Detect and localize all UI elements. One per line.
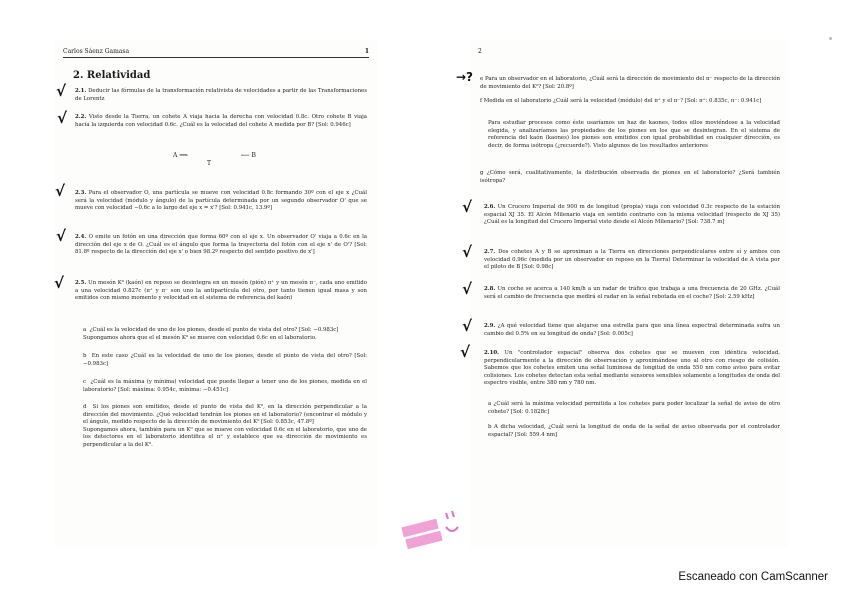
subitem-g: g ¿Cómo será, cualitativamente, la distribución observada de piones en el laboratorio? ¿Será también isótropa? bbox=[480, 170, 780, 184]
problem-2-7: 2.7. Dos cohetes A y B se aproximan a la Tierra en direcciones perpendiculares entre sí y ambos con velocidad 0.96c (medida por un observador en reposo en la Tierra) Determinar la velocidad de A vista por el piloto de B [Sol: 0.98c] bbox=[484, 249, 780, 271]
scan-dot bbox=[829, 37, 832, 40]
page-number: 2 bbox=[478, 48, 482, 55]
left-page bbox=[55, 40, 377, 548]
check-mark-icon: √ bbox=[462, 198, 473, 216]
problem-2-9: 2.9. ¿A qué velocidad tiene que alejarse una estrella para que una línea espectral determinada sufra un cambio del 0.5% en su longitud de onda? [Sol: 0.005c] bbox=[484, 323, 780, 337]
page-number: 1 bbox=[364, 48, 369, 55]
problem-2-6: 2.6. Un Crucero Imperial de 900 m de longitud (propia) viaja con velocidad 0.3c respecto de la estación espacial XJ 35. El Alcón Milenario viaja en sentido contrario con la misma velocidad (respecto de XJ 35) ¿Cuál es la longitud del Crucero Imperial visto desde el Alcón Milenario? [Sol: 738.7 m] bbox=[484, 204, 780, 226]
problem-2-1: 2.1. Deducir las fórmulas de la transformación relativista de velocidades a partir de las Transformaciones de Lorentz bbox=[75, 88, 368, 102]
rocket-diagram-a: A ⟹ bbox=[173, 152, 188, 159]
highlighter-mark-icon bbox=[400, 505, 464, 555]
check-mark-icon: √ bbox=[55, 182, 66, 200]
check-mark-icon: √ bbox=[462, 243, 473, 261]
problem-2-4: 2.4. O emite un fotón en una dirección que forma 60º con el eje x. Un observador O' viaja a 0.6c en la dirección del eje x de O. ¿Cuál es el ángulo que forma la trayectoria del fotón con el eje x' de O'? [Sol: 81.8º respecto de la dirección del eje x' o bien 98.2º respecto del sentido positivo de x'] bbox=[75, 234, 368, 256]
author-name: Carlos Sáenz Gamasa bbox=[63, 48, 130, 55]
check-mark-icon: √ bbox=[57, 109, 68, 127]
subitem-e: e Para un observador en el laboratorio, ¿Cuál será la dirección de movimiento del π⁻ respecto de la dirección de movimiento del K⁰? [Sol: 20.8º] bbox=[480, 76, 780, 90]
subitem-d: d Si los piones son emitidos, desde el punto de vista del K⁰, en la dirección perpendicular a la dirección del movimiento. ¿Qué velocidad tendrán los piones en el laboratorio? (encontrar el módulo y el ángulo, medido respecto de la dirección de movimiento del K⁰ [Sol: 0.853c, 47.8º] Supongamos ahora, también para un K⁰ que se mueve con velocidad 0.6c en el laboratorio, que uno de los detectores en el laboratorio identifica el π⁺ y establece que su dirección de movimiento es perpendicular a la del K⁰. bbox=[83, 404, 367, 448]
page-header bbox=[478, 48, 780, 57]
page-header bbox=[63, 48, 369, 58]
p10-subitem-a: a ¿Cuál será la máxima velocidad permitida a los cohetes para poder localizar la señal de aviso de otro cohete? [Sol: 0.1828c] bbox=[488, 401, 781, 415]
problem-2-2: 2.2. Visto desde la Tierra, un cohete A viaja hacia la derecha con velocidad 0.8c. Otro cohete B viaja hacia la izquierda con velocidad 0.6c. ¿Cuál es la velocidad del cohete A medida por B? [Sol: 0.946c] bbox=[75, 114, 367, 128]
check-mark-icon: √ bbox=[460, 343, 471, 361]
subitem-f: f Medida en el laboratorio ¿Cuál será la velocidad (módulo) del π⁺ y el π⁻? [Sol: π⁺: 0.835c, π⁻: 0.941c] bbox=[480, 98, 762, 104]
problem-2-10: 2.10. Un "controlador espacial" observa dos cohetes que se mueven con idéntica velocidad, perpendicularmente a la dirección de observación y aproximándose uno al otro con riesgo de colisión. Sabemos que los cohetes emiten una señal luminosa de longitud de onda 550 nm como aviso para evitar colisiones. Los cohetes detectan esta señal mediante sensores sensibles solamente a longitudes de onda del espectro visible, entre 380 nm y 780 nm. bbox=[484, 350, 780, 387]
subitem-b: b En este caso ¿Cuál es la velocidad de uno de los piones, desde el punto de vista del otro? [Sol: −0.983c] bbox=[83, 353, 367, 367]
check-mark-icon: √ bbox=[462, 280, 473, 298]
rocket-diagram-b: ⟵ B bbox=[241, 152, 256, 159]
subitem-text: Para estudiar procesos como éste usaríamos un haz de kaones, todos ellos moviéndose a la velocidad elegida, y analizaríamos las propiedades de los piones en los que se desintegran. En el sistema de referencia del kaón (kaones) los piones son emitidos con igual probabilidad en cualquier dirección, es decir, de forma isótropa (¿recuerde?). Visto algunos de los resultados anteriores bbox=[488, 120, 780, 149]
problem-2-3: 2.3. Para el observador O, una partícula se mueve con velocidad 0.8c formando 30º con el eje x ¿Cuál será la velocidad (módulo y ángulo) de la partícula determinada por un segundo observador O' que se mueve con velocidad −0.6c a lo largo del eje x = x'? [Sol: 0.941c, 13.9º] bbox=[75, 190, 367, 212]
check-mark-icon: √ bbox=[54, 274, 65, 292]
right-page bbox=[470, 40, 788, 548]
arrow-question-icon: →? bbox=[456, 70, 474, 84]
check-mark-icon: √ bbox=[462, 317, 473, 335]
earth-marker: T bbox=[207, 160, 212, 167]
problem-2-5: 2.5. Un mesón K⁰ (kaón) en reposo se desintegra en un mesón (pión) π⁺ y un mesón π⁻, cada uno emitido a una velocidad 0.827c (π⁺ y π⁻ son uno la antipartícula del otro, por tanto tienen igual masa y son emitidos con mismo momento y velocidad en el sistema de referencia del kaón) bbox=[75, 280, 367, 302]
problem-2-8: 2.8. Un coche se acerca a 140 km/h a un radar de tráfico que trabaja a una frecuencia de 20 GHz. ¿Cuál será el cambio de frecuencia que medirá el radar en la señal rebotada en el coche? [Sol: 2.59 kHz] bbox=[484, 286, 780, 300]
check-mark-icon: √ bbox=[56, 227, 67, 245]
p10-subitem-b: b A dicha velocidad, ¿Cuál será la longitud de onda de la señal de aviso observada por el controlador espacial? [Sol: 559.4 nm] bbox=[488, 424, 781, 438]
subitem-c: c ¿Cuál es la máxima (y mínima) velocidad que puede llegar a tener uno de los piones, medida en el laboratorio? [Sol: máxima: 0.954c, mínima: −0.451c] bbox=[83, 379, 367, 393]
section-title: 2. Relatividad bbox=[73, 70, 151, 81]
scanner-watermark: Escaneado con CamScanner bbox=[678, 571, 828, 583]
subitem-a: a ¿Cuál es la velocidad de uno de los piones, desde el punto de vista del otro? [Sol: −0.983c] Supongamos ahora que el el mesón K⁰ se mueve con velocidad 0.6c en el laboratorio. bbox=[83, 327, 339, 341]
check-mark-icon: √ bbox=[56, 82, 67, 100]
